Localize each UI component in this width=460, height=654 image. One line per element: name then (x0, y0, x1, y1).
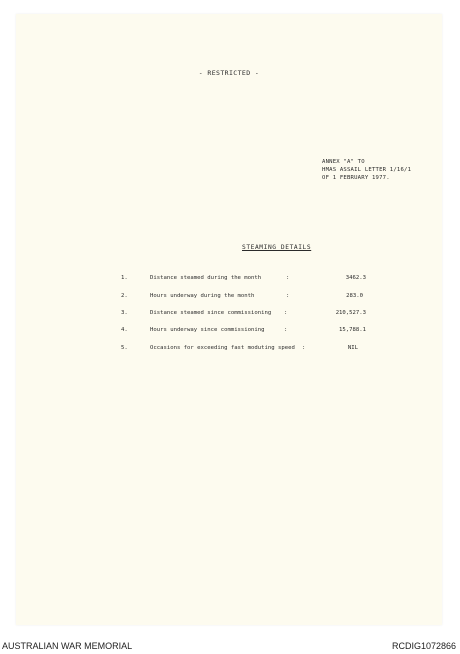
row-value: 15,788.1 (339, 327, 366, 333)
document-page (16, 14, 442, 625)
steaming-row (16, 275, 442, 285)
steaming-row (16, 327, 442, 337)
annex-line: OF 1 FEBRUARY 1977. (322, 175, 390, 181)
archive-footer (0, 638, 460, 654)
annex-line: ANNEX "A" TO (322, 159, 365, 165)
row-number: 5. (121, 345, 128, 351)
row-colon: : (302, 345, 306, 351)
row-value: 210,527.3 (335, 310, 366, 316)
row-value: 3462.3 (345, 275, 366, 281)
row-number: 3. (121, 310, 128, 316)
row-description: Hours underway during the month (150, 293, 255, 299)
row-value: NIL (347, 345, 358, 351)
row-colon: : (286, 293, 290, 299)
steaming-row (16, 310, 442, 320)
row-number: 2. (121, 293, 128, 299)
row-colon: : (284, 327, 288, 333)
annex-reference (322, 158, 411, 182)
annex-line: HMAS ASSAIL LETTER 1/16/1 (322, 167, 412, 173)
row-description: Occasions for exceeding fast moduting speed (150, 345, 295, 351)
steaming-row (16, 345, 442, 355)
row-description: Distance steamed since commissioning (150, 310, 272, 316)
steaming-row (16, 293, 442, 303)
row-number: 4. (121, 327, 128, 333)
row-colon: : (286, 275, 290, 281)
restricted-marking: - RESTRICTED - (198, 69, 260, 77)
row-description: Distance steamed during the month (150, 275, 262, 281)
row-value: 283.0 (346, 293, 363, 299)
footer-institution: AUSTRALIAN WAR MEMORIAL (2, 641, 133, 651)
row-colon: : (284, 310, 288, 316)
row-description: Hours underway since commissioning (150, 327, 265, 333)
row-number: 1. (121, 275, 128, 281)
footer-record-id: RCDIG1072866 (391, 641, 456, 651)
document-heading: STEAMING DETAILS (242, 244, 312, 251)
